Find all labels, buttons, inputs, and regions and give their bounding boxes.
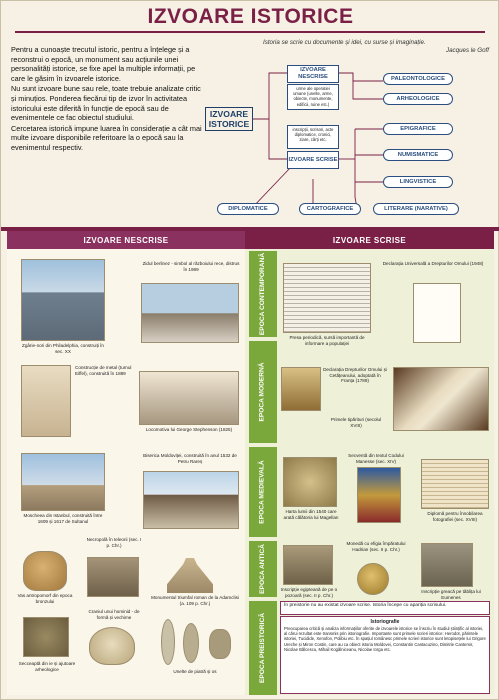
stone-tool-photo	[183, 623, 199, 663]
prehistory-note: În preistorie nu au existat izvoare scrise. Istoria începe cu apariția scrisului.	[280, 601, 490, 615]
page-title: IZVOARE ISTORICE	[147, 5, 354, 28]
skull-photo	[89, 627, 135, 665]
image-caption: Biserica Moldoviței, construită în anul 1532 de Petru Rareș	[143, 453, 237, 464]
image-caption: Monumentul triumfal roman de la Adamclisi (a. 109 p. Chr.)	[151, 595, 239, 606]
epoch-label	[249, 541, 277, 597]
image-caption: Secventă din textul Codului Manesse (sec. XIV)	[348, 453, 404, 464]
image-caption: Declarația Drepturilor Omului și Cetățeanului, adoptată în Franța (1789)	[323, 367, 387, 384]
image-caption: Declarația Universală a Drepturilor Omului (1948)	[382, 261, 484, 266]
image-caption: Zidul berlinez - simbol al războiului rece, distrus în 1989	[142, 261, 240, 272]
diagram-type-box: ARHEOLOGICE	[383, 93, 453, 105]
hadrian-coin	[357, 563, 389, 595]
mosque-photo	[21, 453, 105, 511]
intro-paragraph: Nu sunt izvoare bune sau rele, toate trebuie analizate critic și minuțios. Ponderea fiecărui tip de izvor în activitatea istoricului este diferită în funcție de epocă sau de evenimentele ce fac obiectul studiului.	[11, 84, 201, 123]
image-caption: Inscripție egipteană de pe o pozoară (sec. II p. Chr.)	[280, 587, 338, 598]
image-caption: Vas antropomorf din epoca bronzului	[17, 593, 73, 604]
image-caption: Diplomă pentru înnobilarea fotografiei (sec. XVIII)	[427, 511, 483, 522]
historiography-title: Istoriografie	[370, 619, 400, 625]
berlin-wall-photo	[141, 283, 239, 343]
world-map-photo	[283, 457, 337, 507]
locomotive-engraving	[139, 371, 239, 425]
image-caption: Monedă cu efigia împăratului Hadrian (sec. II p. Chr.)	[346, 541, 406, 552]
image-caption: Unelte de piatră și os	[173, 669, 217, 674]
eiffel-tower-photo	[21, 365, 71, 437]
image-caption: Inscripție greacă pe tăblița lui Eumenes	[421, 589, 481, 600]
greek-tablet-photo	[421, 543, 473, 587]
stone-tool-photo	[209, 629, 231, 659]
diagram-type-box: PALEONTOLOGICE	[383, 73, 453, 85]
stone-tool-photo	[161, 619, 175, 665]
epoch-label-text: EPOCA MODERNĂ	[259, 362, 267, 422]
skyscrapers-photo	[21, 259, 105, 341]
diagram-type-box: CARTOGRAFICE	[299, 203, 361, 215]
diagram-written: IZVOARE SCRISE	[287, 151, 339, 169]
egyptian-inscription-photo	[283, 545, 333, 585]
necropolis-photo	[87, 557, 139, 597]
left-column-heading: IZVOARE NESCRISE	[7, 231, 245, 249]
diagram-type-box: LITERARE (NARATIVE)	[373, 203, 459, 215]
right-column-heading: IZVOARE SCRISE	[245, 231, 494, 249]
artifact-photo	[23, 617, 69, 657]
image-caption: Moscheea din Istanbul, construită între 1609 și 1617 de Sultanul	[23, 513, 103, 524]
image-caption: Primele tipărituri (secolul XVIII)	[330, 417, 382, 428]
image-caption: Harta lumii din 1540 care arată călătoria lui Magellan	[283, 509, 339, 520]
image-caption: Necropolă în teleorii (sec. I p. Chr.)	[86, 537, 142, 548]
image-caption: Secceaptă din ie și ajutoare arheologice	[18, 661, 76, 672]
epoch-label	[249, 251, 277, 337]
vessel-photo	[23, 551, 67, 591]
epoch-label-text: EPOCA CONTEMPORANĂ	[259, 252, 266, 336]
image-caption: Construcție de metal (turnul Eiffel), construită în 1889	[75, 365, 132, 376]
image-caption: Zgârie-nori din Philadelphia, construiți în sec. XX	[22, 343, 104, 354]
manuscript-book-photo	[393, 367, 489, 431]
declaration-1789-photo	[281, 367, 321, 411]
diagram-unwritten-desc: urme ale operatiei umane (unelte, arme, obiecte, monumente, edificii, ruine etc.)	[287, 84, 339, 110]
image-caption: Presa periodică, sursă importantă de informare a populației	[289, 335, 365, 346]
historiography-text: Preocuparea critică și analiza informațiilor oferite de izvoarele istorice se înscriu în studiul științific al istoriei, al cărui rezultat este transmis prin istoriografie. Importante sunt primele scrieri istorice: Herodot, părintele istoriei, Tucidide, Xenofon, Polibiu etc. În spațiul românesc primele scrieri istorice sunt letopisețele lui Grigore Ureche și Miron Costin, care au ca obiect istoria Moldovei, Constantin Cantacuzino, Dimitrie Cantemir, Nicolae Bălcescu, Mihail Kogălniceanu, Nicolae Iorga etc.	[284, 626, 486, 652]
quote-text: Istoria se scrie cu documente și idei, cu surse și imaginație.	[263, 39, 426, 46]
epoch-label-text: EPOCA ANTICĂ	[259, 544, 267, 594]
epoch-label	[249, 341, 277, 443]
quote-author: Jacques le Goff	[446, 47, 489, 54]
diagram-type-box: DIPLOMATICE	[217, 203, 279, 215]
diagram-type-box: LINGVISTICE	[383, 176, 453, 188]
epoch-label	[249, 601, 277, 695]
codex-illumination	[357, 467, 401, 523]
diagram-root: IZVOARE ISTORICE	[205, 107, 253, 131]
diagram-unwritten: IZVOARE NESCRISE	[287, 65, 339, 83]
diagram-type-box: EPIGRAFICE	[383, 123, 453, 135]
church-photo	[143, 471, 239, 529]
intro-paragraph: Cercetarea istorică impune luarea în considerație a cât mai multe izvoare disponibile referitoare la o epocă sau la evenimentul respectiv.	[11, 123, 202, 152]
epoch-label-text: EPOCA PREISTORICĂ	[259, 613, 267, 683]
historiography-box	[280, 616, 490, 694]
diagram-type-box: NUMISMATICE	[383, 149, 453, 161]
newspapers-photo	[283, 263, 371, 333]
epoch-label-text: EPOCA MEDIEVALĂ	[259, 460, 267, 524]
intro-paragraph: Pentru a cunoaște trecutul istoric, pentru a înțelege și a reconstrui o epocă, un monument sau acțiunile unei personalități istorice, se fixe apel la multiple informații, pe care le găsim în izvoarele istorice.	[11, 45, 196, 83]
diagram-written-desc: inscripții, scrisori, acte diplomatice, cronici, ziare, cărți etc.	[287, 125, 339, 149]
image-caption: Craniul unui hominid - de formă și vechime	[88, 609, 140, 620]
diploma-document	[421, 459, 489, 509]
declaration-document	[413, 283, 461, 343]
epoch-label	[249, 447, 277, 537]
image-caption: Locomotiva lui George Stephenson (1825)	[145, 427, 233, 432]
